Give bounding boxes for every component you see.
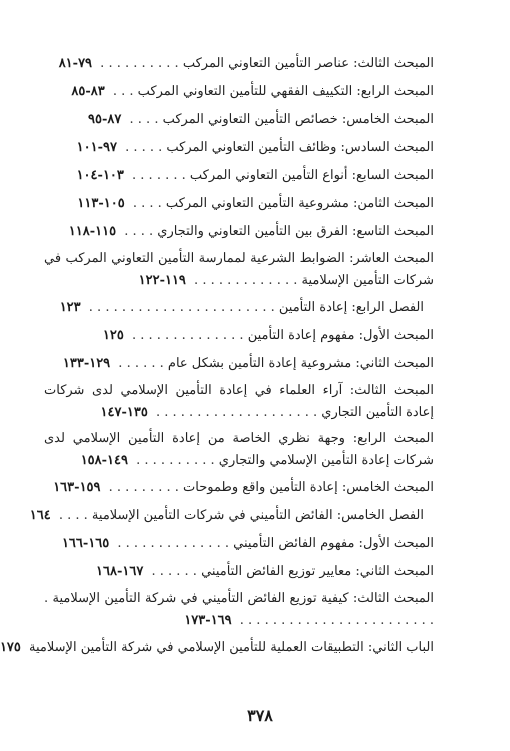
toc-entry-page: ١١٩-١٢٢ xyxy=(138,273,186,288)
toc-entry xyxy=(44,352,434,376)
toc-entry-page: ١٠٥-١١٣ xyxy=(77,196,125,211)
toc-entry-leader: . . . . . . xyxy=(147,564,202,579)
toc-entry-page: ١٢٥ xyxy=(102,328,124,343)
toc-entry-title: المبحث الرابع: وجهة نظري الخاصة من إعادة التأمين الإسلامي لدى شركات إعادة التأمين الإسلامي والتجاري xyxy=(44,431,434,468)
toc-entry xyxy=(44,192,434,216)
toc-entry-title: المبحث الأول: مفهوم إعادة التأمين xyxy=(247,328,434,343)
toc-entry-page: ١٦٩-١٧٣ xyxy=(184,613,232,628)
toc-entry-page: ١٦٤ xyxy=(29,508,51,523)
toc-entry xyxy=(44,108,434,132)
toc-entry-title: المبحث العاشر: الضوابط الشرعية لممارسة التأمين التعاوني المركب في شركات التأمين الإسلامية xyxy=(44,251,434,288)
toc-entry-title: الباب الثاني: التطبيقات العملية للتأمين الإسلامي في شركة التأمين الإسلامية xyxy=(29,640,434,655)
toc-entry-leader: . . . . . xyxy=(120,140,167,155)
toc-entry-page: ٩٧-١٠١ xyxy=(76,140,117,155)
toc-entry-title: المبحث الثالث: عناصر التأمين التعاوني المركب xyxy=(182,56,434,71)
toc-entry-page: ٨٧-٩٥ xyxy=(88,112,122,127)
toc-entry xyxy=(29,504,434,528)
toc-entry xyxy=(44,52,434,76)
toc-entry-title: المبحث الثالث: كيفية توزيع الفائض التأميني في شركة التأمين الإسلامية xyxy=(52,591,435,606)
toc-entry-title: الفصل الرابع: إعادة التأمين xyxy=(278,300,424,315)
toc-entry-title: المبحث السادس: وظائف التأمين التعاوني المركب xyxy=(166,140,434,155)
toc-entry-page: ١٣٥-١٤٧ xyxy=(100,405,148,420)
toc-entry-leader: . . . . . . . . . . . . . . . . . . . . . . . xyxy=(84,300,279,315)
toc-entry-leader: . . . . . . . . . xyxy=(104,480,184,495)
toc-entry-title: المبحث الثاني: مشروعية إعادة التأمين بشكل عام xyxy=(167,356,434,371)
toc-entry-page: ١٤٩-١٥٨ xyxy=(80,453,128,468)
toc-entry-page: ١٠٣-١٠٤ xyxy=(76,168,124,183)
toc-entry xyxy=(44,136,434,160)
toc-entry-page: ٧٩-٨١ xyxy=(58,56,93,71)
toc-entry xyxy=(44,164,434,188)
toc-entry-leader: . . . . xyxy=(125,112,163,127)
toc-entry-leader: . . . . . . . . . . xyxy=(132,453,219,468)
toc-entry-title: المبحث الخامس: خصائص التأمين التعاوني المركب xyxy=(162,112,434,127)
toc-entry xyxy=(44,380,434,424)
toc-entry xyxy=(44,324,434,348)
toc-entry-title: المبحث الثامن: مشروعية التأمين التعاوني المركب xyxy=(165,196,434,211)
toc-entry-title: المبحث السابع: أنواع التأمين التعاوني المركب xyxy=(189,168,434,183)
toc-entry xyxy=(44,476,434,500)
toc-entry-leader: . . . . . . . . . . xyxy=(96,56,183,71)
toc-entry-leader: . . . . xyxy=(54,508,92,523)
toc-entry xyxy=(44,428,434,472)
toc-entry-leader: . . . xyxy=(108,84,138,99)
toc-entry-title: المبحث الخامس: إعادة التأمين واقع وطموحات xyxy=(183,480,434,495)
toc-entry-page: ١٢٣ xyxy=(59,300,81,315)
toc-entry-title: الفصل الخامس: الفائض التأميني في شركات التأمين الإسلامية xyxy=(91,508,424,523)
toc-entry-title: المبحث الثالث: آراء العلماء في إعادة التأمين الإسلامي لدى شركات إعادة التأمين التجاري xyxy=(44,383,434,420)
toc-entry xyxy=(44,80,434,104)
toc-entry-page: ٨٣-٨٥ xyxy=(71,84,105,99)
toc-entry-leader: . . . . xyxy=(128,196,166,211)
toc-entry xyxy=(44,588,434,632)
page-number: ٣٧٨ xyxy=(247,706,273,725)
toc-entry-leader: . . . . . . . . . . . . . . . . . . . . . . . . . xyxy=(44,591,434,628)
toc-entry-leader: . . . . . . . . . . . . . . . . . . . . xyxy=(151,405,322,420)
toc-entry-leader: . . . . . . xyxy=(114,356,168,371)
toc-entry-title: المبحث الثاني: معايير توزيع الفائض التأميني xyxy=(201,564,434,579)
toc-entry xyxy=(44,220,434,244)
toc-entry xyxy=(0,636,434,660)
toc-entry-title: المبحث الأول: مفهوم الفائض التأميني xyxy=(233,536,434,551)
toc-entry-title: المبحث الرابع: التكييف الفقهي للتأمين التعاوني المركب xyxy=(137,84,434,99)
toc-entry-page: ١٥٩-١٦٣ xyxy=(53,480,101,495)
toc-entry xyxy=(44,532,434,556)
toc-entry-page: ١٧٥ xyxy=(0,640,21,655)
toc-entry-leader: . . . . xyxy=(120,224,158,239)
table-of-contents xyxy=(0,52,435,664)
toc-entry xyxy=(44,248,434,292)
toc-entry-leader: . . . . . . . . . . . . . xyxy=(189,273,302,288)
toc-entry-leader: . . . . . . . xyxy=(127,168,190,183)
toc-entry-page: ١٦٧-١٦٨ xyxy=(96,564,144,579)
toc-entry-leader: . . . . . . . . . . . . . . xyxy=(127,328,248,343)
toc-entry-page: ١١٥-١١٨ xyxy=(68,224,117,239)
toc-entry xyxy=(44,560,434,584)
toc-entry-page: ١٢٩-١٣٣ xyxy=(62,356,111,371)
toc-entry-title: المبحث التاسع: الفرق بين التأمين التعاوني والتجاري xyxy=(157,224,434,239)
toc-entry-leader: . . . . . . . . . . . . . . xyxy=(113,536,234,551)
toc-entry-page: ١٦٥-١٦٦ xyxy=(61,536,110,551)
toc-entry xyxy=(44,296,434,320)
